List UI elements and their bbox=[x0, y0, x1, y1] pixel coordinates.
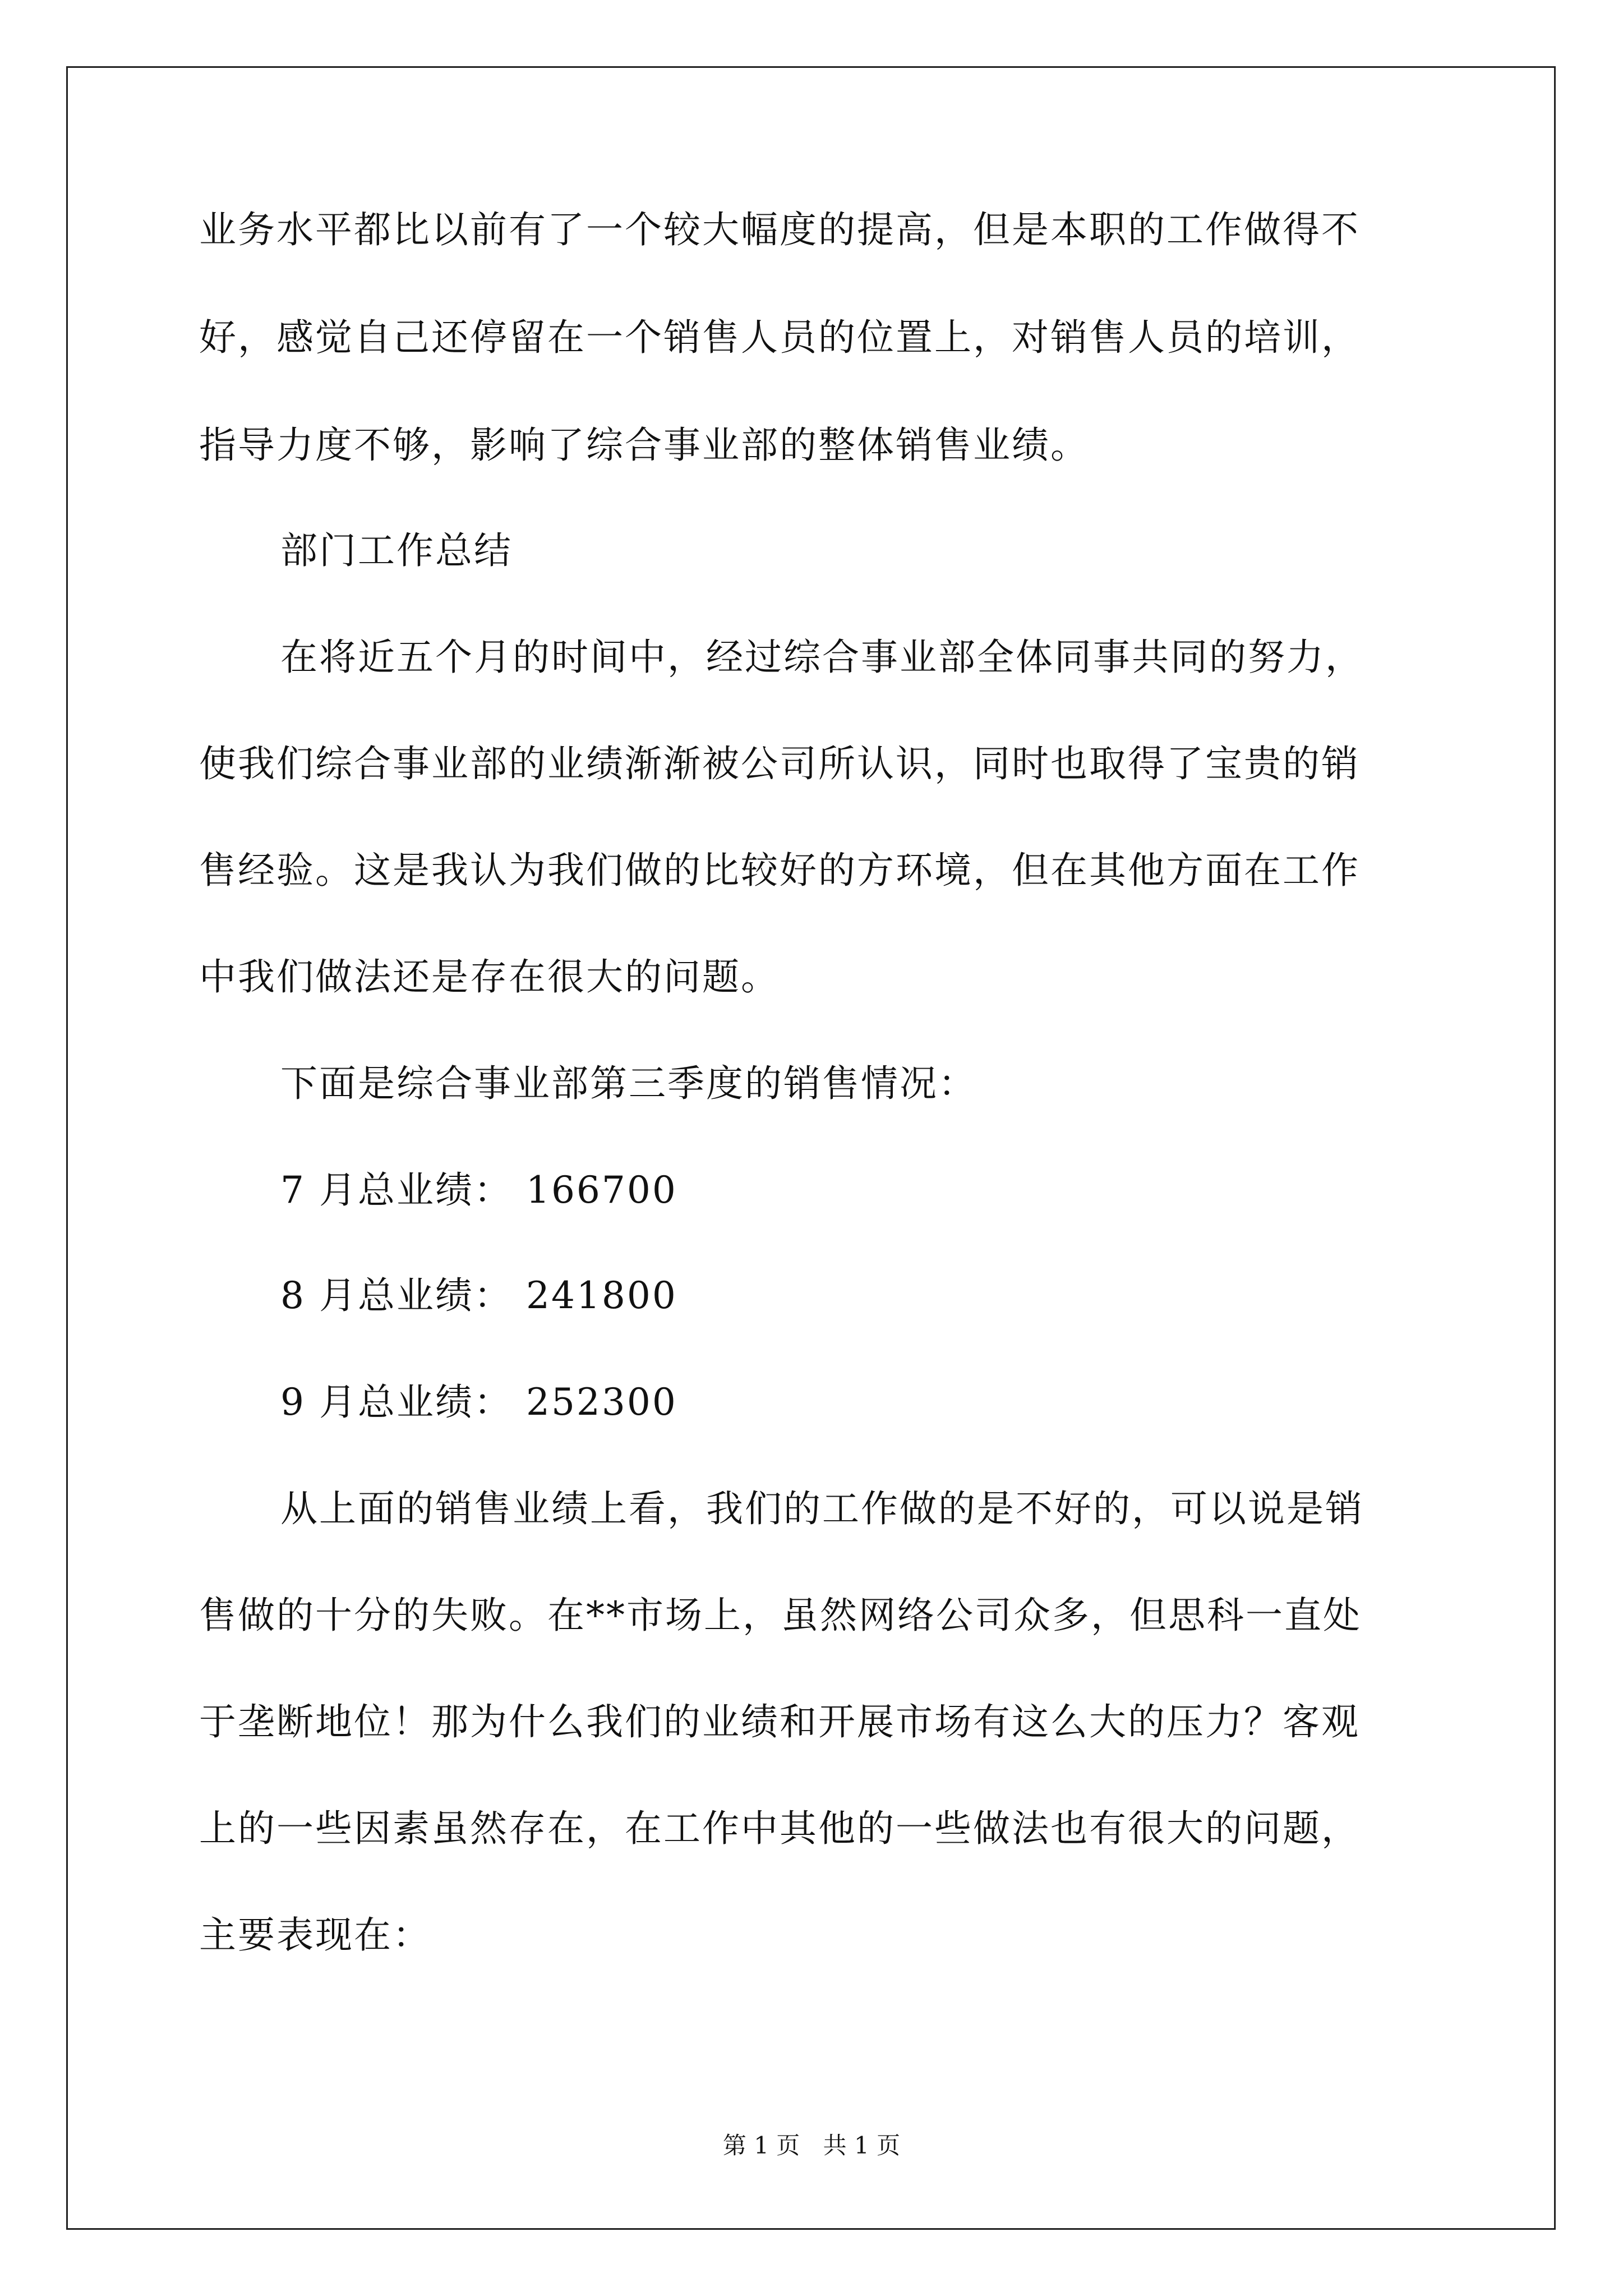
paragraph-line: 在将近五个月的时间中，经过综合事业部全体同事共同的努力， bbox=[280, 636, 1364, 679]
page-border bbox=[66, 66, 1556, 2230]
paragraph-line: 售做的十分的失败。在**市场上，虽然网络公司众多，但思科一直处 bbox=[199, 1594, 1362, 1637]
paragraph-line: 使我们综合事业部的业绩渐渐被公司所认识，同时也取得了宝贵的销 bbox=[199, 742, 1360, 785]
paragraph-line: 中我们做法还是存在很大的问题。 bbox=[199, 955, 780, 999]
paragraph-line: 上的一些因素虽然存在，在工作中其他的一些做法也有很大的问题， bbox=[199, 1807, 1360, 1850]
sales-figure-july: 7 月总业绩： 166700 bbox=[280, 1168, 677, 1212]
paragraph-line: 售经验。这是我认为我们做的比较好的方环境，但在其他方面在工作 bbox=[199, 849, 1360, 892]
paragraph-line: 主要表现在： bbox=[199, 1913, 431, 1957]
page-number: 第 1 页 bbox=[722, 2132, 800, 2159]
section-heading: 部门工作总结 bbox=[280, 529, 513, 572]
paragraph-line: 好，感觉自己还停留在一个销售人员的位置上，对销售人员的培训， bbox=[199, 316, 1360, 359]
page-total: 共 1 页 bbox=[823, 2132, 901, 2159]
paragraph-line: 于垄断地位！那为什么我们的业绩和开展市场有这么大的压力？客观 bbox=[199, 1700, 1360, 1743]
sales-figure-august: 8 月总业绩： 241800 bbox=[280, 1274, 677, 1317]
paragraph-line: 指导力度不够，影响了综合事业部的整体销售业绩。 bbox=[199, 424, 1089, 467]
page-footer bbox=[0, 2129, 1623, 2162]
paragraph-line: 业务水平都比以前有了一个较大幅度的提高，但是本职的工作做得不 bbox=[199, 208, 1360, 251]
sales-figure-september: 9 月总业绩： 252300 bbox=[280, 1381, 677, 1424]
paragraph-line: 下面是综合事业部第三季度的销售情况： bbox=[280, 1062, 977, 1105]
paragraph-line: 从上面的销售业绩上看，我们的工作做的是不好的，可以说是销 bbox=[280, 1487, 1364, 1530]
